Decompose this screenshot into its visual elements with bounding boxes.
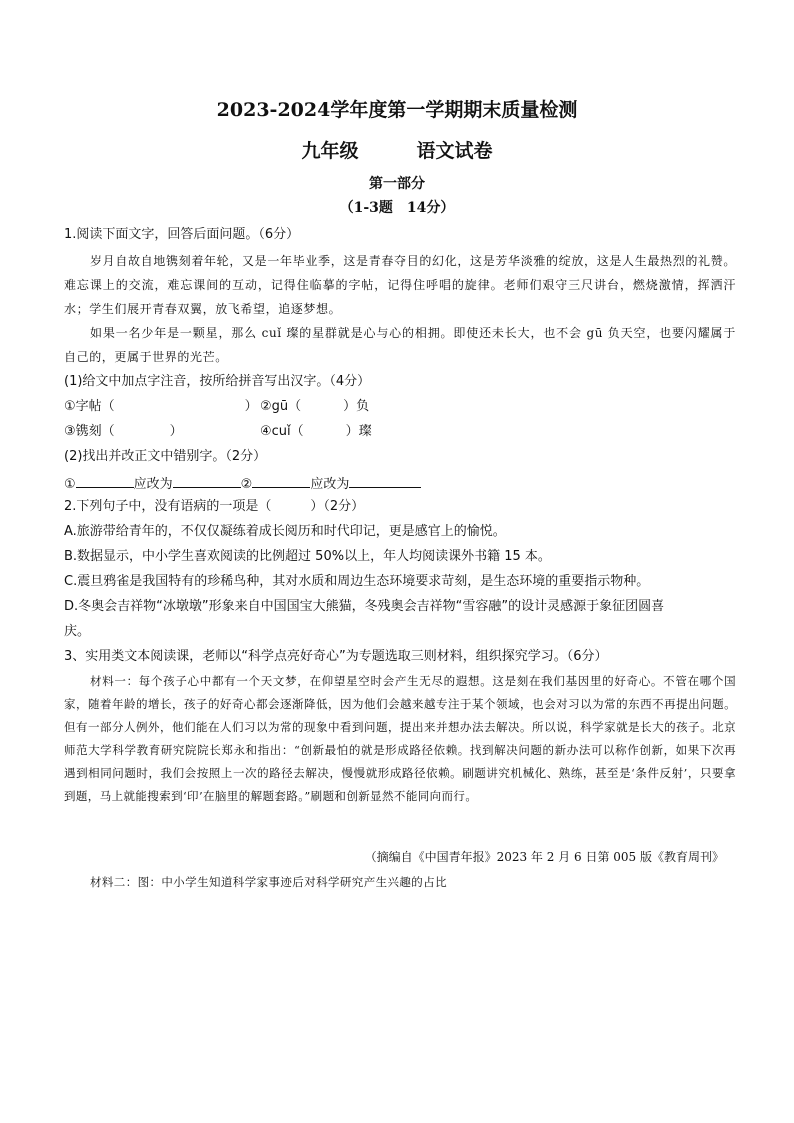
q2-stem: 2.下列句子中，没有语病的一项是（ ）（2分） — [64, 499, 365, 514]
item-3-label: ③镌刻（ — [64, 424, 115, 439]
exam-title: 2023-2024学年度第一学期期末质量检测 — [216, 99, 578, 121]
q1-passage-paragraph-1: 岁月自故自地镌刻着年轮，又是一年毕业季，这是青春夺目的幻化，这是芳华淡雅的绽放，这是人生最热烈的礼赞。难忘课上的交流，难忘课间的互动，记得住临摹的字帖，记得住呼唱的旋律。老师们艰守三尺讲台，燃烧激情，挥洒汗水；学生们展开青春双翼，放飞希望，追逐梦想。 — [64, 254, 736, 316]
q2-option-d-line-2: 庆。 — [64, 624, 91, 639]
item-1-label: ①字帖（ — [64, 399, 115, 414]
q2-option-d-line-1: D.冬奥会吉祥物“冰墩墩”形象来自中国国宝大熊猫，冬残奥会吉祥物“雪容融”的设计灵感源于象征团圆喜 — [64, 599, 665, 614]
q1-sub2-prompt: (2)找出并改正文中错别字。（2分） — [64, 449, 267, 464]
fix-1-wrong-blank[interactable] — [76, 473, 134, 488]
item-4-close: ）璨 — [345, 424, 372, 439]
q1-correction-row — [64, 473, 736, 494]
q2-option-c: C.震旦鸦雀是我国特有的珍稀鸟种，其对水质和周边生态环境要求苛刻，是生态环境的重要指示物种。 — [64, 574, 650, 589]
grade-label: 九年级 — [301, 140, 359, 162]
q1-passage-paragraph-2: 如果一名少年是一颗星，那么 cuǐ 璨的星群就是心与心的相拥。即使还未长大，也不会 gū 负天空，也要闪耀属于自己的，更属于世界的光芒。 — [64, 326, 736, 364]
fix-1-prefix: ① — [64, 477, 76, 492]
q2-option-b: B.数据显示，中小学生喜欢阅读的比例超过 50%以上，年人均阅读课外书籍 15 本。 — [64, 549, 551, 564]
part-scope: （1-3题 14分） — [339, 200, 455, 216]
item-2-close: ）负 — [343, 399, 370, 414]
item-2-label: ②gū（ — [260, 399, 302, 414]
item-3-close: ） — [169, 424, 183, 439]
fix-2-label: 应改为 — [310, 477, 350, 492]
item-4-label: ④cuǐ（ — [260, 424, 304, 439]
q3-stem: 3、实用类文本阅读课，老师以“科学点亮好奇心”为专题选取三则材料，组织探究学习。（6分） — [64, 649, 608, 664]
q3-material-1: 材料一：每个孩子心中都有一个天文梦，在仰望星空时会产生无尽的遐想。这是刻在我们基因里的好奇心。不管在哪个国家，随着年龄的增长，孩子的好奇心都会逐渐降低，因为他们会越来越专注于某个领域，也会对习以为常的东西不再提出问题。但有一部分人例外，他们能在人们习以为常的现象中看到问题，提出来并想办法去解决。所以说，科学家就是长大的孩子。北京师范大学科学教育研究院院长郑永和指出：“创新最怕的就是形成路径依赖。找到解决问题的新办法可以称作创新，如果下次再遇到相同问题时，我们会按照上一次的路径去解决，慢慢就形成路径依赖。刷题讲究机械化、熟练，甚至是‘条件反射’，只要拿到题，马上就能搜索到‘印’在脑里的解题套路。”刷题和创新显然不能同向而行。 — [64, 674, 736, 803]
item-1-close: ） — [244, 399, 258, 414]
q1-stem: 1.阅读下面文字，回答后面问题。（6分） — [64, 227, 300, 242]
q2-option-a: A.旅游带给青年的，不仅仅凝练着成长阅历和时代印记，更是感官上的愉悦。 — [64, 524, 506, 539]
grade-subject-line — [0, 136, 794, 163]
fix-2-prefix: ② — [240, 477, 253, 492]
q3-material-1-source: （摘编自《中国青年报》2023 年 2 月 6 日第 005 版《教育周刊》 — [364, 850, 724, 864]
q1-answer-row-2b — [260, 423, 560, 441]
subject-label: 语文试卷 — [416, 140, 493, 162]
q1-sub1-prompt: (1)给文中加点字注音，按所给拼音写出汉字。（4分） — [64, 374, 371, 389]
part-heading: 第一部分 — [369, 176, 425, 192]
q3-material-2-caption: 材料二：图：中小学生知道科学家事迹后对科学研究产生兴趣的占比 — [90, 875, 447, 889]
fix-2-wrong-blank[interactable] — [252, 473, 310, 488]
fix-1-correct-blank[interactable] — [173, 473, 241, 488]
q1-answer-row-1b — [260, 398, 560, 416]
fix-1-label: 应改为 — [133, 477, 173, 492]
fix-2-correct-blank[interactable] — [349, 473, 421, 488]
